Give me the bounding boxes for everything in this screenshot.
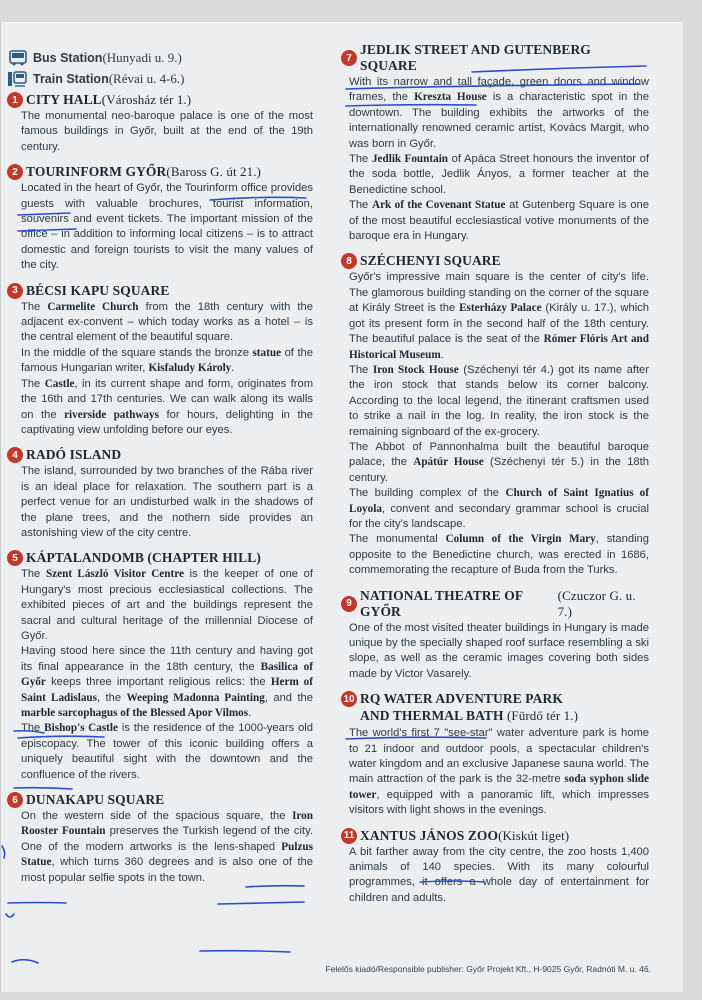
section-2: [7, 164, 313, 273]
train-station-line: [7, 71, 313, 87]
section-number-badge: 7: [341, 50, 357, 66]
section-address: (Czuczor G. u. 7.): [557, 587, 636, 619]
left-column: [7, 50, 313, 895]
section-number-badge: 3: [7, 283, 23, 299]
section-number-badge: 9: [341, 596, 357, 612]
section-paragraph: [7, 300, 313, 346]
text-run: (Király u. 17.), which got its present form in the second half of the 18th century. The beautiful palace is the seat of the: [349, 302, 649, 346]
train-station-label: Train Station: [33, 72, 109, 86]
section-address: (Baross G. út 21.): [166, 164, 261, 180]
bold-term: Bishop's Castle: [44, 722, 118, 735]
text-run: keeps three important religious relics: the: [45, 676, 271, 689]
text-run: The building complex of the: [349, 487, 506, 500]
section-11: [341, 828, 649, 907]
section-title: DUNAKAPU SQUARE: [26, 792, 165, 808]
section-heading: [7, 164, 313, 180]
text-run: The: [21, 568, 46, 581]
bold-term: Iron Stock House: [372, 363, 459, 376]
bold-term: Weeping Madonna Painting: [126, 691, 265, 704]
text-run: The: [349, 153, 372, 166]
text-run: Győr's impressive main square is the center of city's life. The glamorous building standing on the corner of the square at Király Street is the: [349, 271, 649, 315]
section-paragraph: [7, 181, 313, 273]
section-heading: [7, 92, 313, 108]
text-run: , in its current shape and form, originates from the 16th and 17th centuries. We can walk along its walls on the: [21, 377, 314, 421]
section-title: XANTUS JÁNOS ZOO: [360, 827, 499, 843]
section-paragraph: [341, 486, 649, 532]
text-run: (Széchenyi tér 5.) in the 18th century.: [349, 456, 649, 484]
section-9: [341, 588, 649, 683]
text-run: The: [349, 363, 373, 376]
bold-term: marble sarcophagus of the Blessed Apor Vilmos: [21, 707, 249, 719]
section-8: [341, 253, 649, 578]
section-paragraph: [341, 440, 649, 486]
text-run: at Gutenberg Square is one of the most beautiful ecclesiastical votive monuments of the baroque era in Hungary.: [349, 199, 649, 243]
text-run: The world's first 7 "see-star" water adventure park is home to 21 indoor and outdoor pools, a spectacular children's water kingdom and an exclusive Japanese sauna world. The main attraction of the park is the 32-metre: [349, 727, 649, 786]
section-heading: [7, 447, 313, 463]
section-title-cont: AND THERMAL BATH: [360, 708, 504, 724]
text-run: The island, surrounded by two branches of the Rába river is an ideal place for relaxation. The southern part is a perfect venue for an undisturbed walk in the shadows of the plane trees, and the nothern side provides an astonishing view of the city centre.: [21, 465, 313, 539]
bus-station-line: [7, 50, 313, 66]
section-paragraph: [341, 726, 649, 818]
section-paragraph: [7, 109, 313, 155]
text-run: , which turns 360 degrees and is also one of the most popular selfie spots in the town.: [21, 856, 313, 884]
section-paragraph: [7, 464, 313, 541]
section-paragraph: [7, 721, 313, 783]
section-10: [341, 691, 649, 818]
bold-term: Column of the Virgin Mary: [445, 533, 596, 546]
text-run: The: [21, 300, 48, 313]
text-run: The Abbot of Pannonhalma built the beautiful baroque palace, the: [349, 440, 649, 469]
section-6: [7, 792, 313, 886]
section-title: JEDLIK STREET AND GUTENBERG SQUARE: [360, 42, 591, 73]
bold-term: Kisfaludy Károly: [148, 362, 232, 375]
section-5: [7, 550, 313, 783]
section-paragraph: [7, 644, 313, 721]
bold-term: Apátúr House: [413, 456, 484, 469]
bold-term: Castle: [44, 377, 75, 390]
text-run: , standing opposite to the Benedictine church, was erected in 1686, commemorating the recapture of Buda from the Turks.: [349, 533, 650, 577]
section-number-badge: 4: [7, 447, 23, 463]
text-run: Located in the heart of Győr, the Tourinform office provides guests with valuable brochures, tourist information, souvenirs and event tickets. The important mission of the office – in addition to informing local citizens – is to attract domestic and foreign tourists to visit the many values of the city.: [21, 182, 313, 272]
section-title: CITY HALL: [26, 92, 102, 107]
text-run: .: [440, 348, 444, 361]
section-number-badge: 5: [7, 550, 23, 566]
section-1: [7, 92, 313, 155]
section-number-badge: 8: [341, 253, 357, 269]
text-run: .: [231, 362, 235, 375]
section-heading: [7, 283, 313, 299]
text-run: , equipped with a panoramic lift, which impresses visitors with light shows in the evenings.: [349, 788, 649, 817]
bold-term: Herm of Saint Ladislaus: [21, 676, 313, 704]
text-run: With its narrow and tall façade, green doors and window frames, the: [349, 76, 649, 104]
train-icon: [7, 71, 29, 87]
bold-term: Jedlik Fountain: [371, 153, 449, 166]
section-7: [341, 42, 649, 244]
text-run: , and the: [264, 691, 314, 704]
section-number-badge: 6: [7, 792, 23, 808]
section-address: (Kiskút liget): [498, 827, 570, 843]
bold-term: riverside pathways: [64, 408, 159, 421]
section-heading: [341, 828, 649, 844]
section-number-badge: 1: [7, 92, 23, 108]
bold-term: Pulzus Statue: [21, 840, 313, 869]
text-run: Having stood here since the 11th century and having got its final appearance in the 18th century, the: [21, 645, 313, 673]
section-paragraph: [7, 377, 313, 439]
bold-term: Szent László Visitor Centre: [45, 568, 184, 581]
bold-term: Basilica of Győr: [21, 660, 313, 689]
section-title: KÁPTALANDOMB (CHAPTER HILL): [26, 550, 261, 566]
section-title: SZÉCHENYI SQUARE: [360, 253, 501, 269]
text-run: is a characteristic spot in the downtown. The building exhibits the artworks of the internationally renowned ceramic artist, Kovács Margit, who was born in Győr.: [349, 91, 649, 150]
bold-term: Esterházy Palace: [459, 302, 542, 315]
section-paragraph: [341, 270, 649, 362]
text-run: The: [349, 199, 372, 212]
section-paragraph: [341, 532, 649, 578]
brochure-page: [0, 22, 683, 992]
text-run: The monumental: [349, 533, 446, 546]
right-column: [341, 42, 649, 915]
section-4: [7, 447, 313, 541]
text-run: preserves the Turkish legend of the city. One of the modern artworks is the lens-shaped: [21, 825, 313, 853]
text-run: In the middle of the square stands the bronze: [21, 346, 253, 359]
section-heading: [7, 792, 313, 808]
bold-term: soda syphon slide tower: [349, 773, 649, 801]
section-heading: [341, 691, 649, 707]
section-paragraph: [341, 621, 649, 683]
section-paragraph: [341, 845, 649, 907]
bus-station-address: (Hunyadi u. 9.): [102, 50, 182, 65]
text-run: A bit farther away from the city centre, the zoo hosts 1,400 animals of 140 species. With its many colourful programmes, it offers a whole day of entertainment for children and adults.: [349, 845, 649, 904]
section-title: TOURINFORM GYŐR: [26, 164, 167, 180]
section-heading: [341, 42, 649, 74]
bold-term: Carmelite Church: [47, 300, 139, 313]
text-run: of the famous Hungarian writer,: [21, 346, 313, 375]
section-address: (Városház tér 1.): [101, 92, 192, 107]
bus-icon: [7, 50, 29, 66]
section-paragraph: [7, 567, 313, 644]
section-address: (Fürdő tér 1.): [503, 708, 579, 724]
section-title: RQ WATER ADVENTURE PARK: [360, 691, 563, 707]
bold-term: Iron Rooster Fountain: [21, 810, 313, 838]
section-title: BÉCSI KAPU SQUARE: [26, 282, 170, 298]
section-paragraph: [341, 75, 649, 152]
train-station-address: (Révai u. 4-6.): [108, 71, 185, 86]
text-run: , convent and secondary grammar school is crucial for the city's landscape.: [349, 502, 649, 530]
section-paragraph: [7, 809, 313, 886]
bus-station-label: Bus Station: [33, 51, 103, 65]
bold-term: Ark of the Covenant Statue: [371, 199, 506, 212]
section-3: [7, 283, 313, 439]
section-title: NATIONAL THEATRE OF GYŐR: [360, 587, 523, 619]
section-number-badge: 2: [7, 164, 23, 180]
text-run: On the western side of the spacious square, the: [21, 810, 293, 823]
section-paragraph: [341, 198, 649, 244]
section-heading: [7, 550, 313, 566]
section-heading: [341, 253, 649, 269]
section-paragraph: [7, 346, 313, 377]
bold-term: Church of Saint Ignatius of Loyola: [349, 487, 649, 515]
text-run: of Apáca Street honours the inventor of the soda bottle, Jedlik Ányos, a former teacher at the Benedictine school.: [349, 153, 649, 196]
section-title-line2: [341, 707, 649, 725]
section-paragraph: [341, 152, 649, 198]
bold-term: Kreszta House: [414, 91, 487, 104]
text-run: The: [21, 377, 45, 390]
text-run: , the: [97, 691, 127, 704]
bold-term: Rómer Flóris Art and Historical Museum: [349, 333, 649, 361]
text-run: The monumental neo-baroque palace is one of the most famous buildings in Győr, built at the end of the 19th century.: [21, 110, 313, 153]
section-number-badge: 11: [341, 828, 357, 844]
publisher-footer: Felelős kiadó/Responsible publisher: Győr Projekt Kft., H-9025 Győr, Radnóti M. u. 46.: [325, 964, 651, 974]
text-run: .: [248, 707, 252, 719]
section-title: RADÓ ISLAND: [26, 447, 122, 463]
section-paragraph: [341, 363, 649, 440]
section-heading: [341, 588, 649, 620]
text-run: for hours, delighting in the captivating view unfolding before our eyes.: [21, 408, 313, 436]
text-run: The: [21, 722, 45, 735]
section-number-badge: 10: [341, 691, 357, 707]
bold-term: statue: [252, 346, 282, 359]
text-run: from the 18th century with the adjacent ex-convent – which today works as a hotel – is the central element of the beautiful square.: [21, 300, 313, 344]
text-run: (Széchenyi tér 4.) got its name after the iron stock that stands below its corner balcony. According to the local legend, the itinerant craftsmen used to strike a nail in the log. In reality, the iron stock is the remaining signboard of the ex-grocery.: [349, 363, 650, 438]
text-run: is the residence of the 1000-years old episcopacy. The tower of this iconic building offers a uniquely beautiful sight with the downtown and the confluence of the rivers.: [21, 722, 313, 781]
text-run: One of the most visited theater buildings in Hungary is made unique by the specially shaped roof surface resembling a ski slope, as well as the ceramic images covering both sides made by Victor Vasarely.: [349, 621, 649, 680]
text-run: is the keeper of one of Hungary's most precious ecclesiastical collections. The exhibited pieces of art and the buildings represent the sacral and cultural heritage of the millennial Diocese of Győr.: [21, 568, 313, 642]
